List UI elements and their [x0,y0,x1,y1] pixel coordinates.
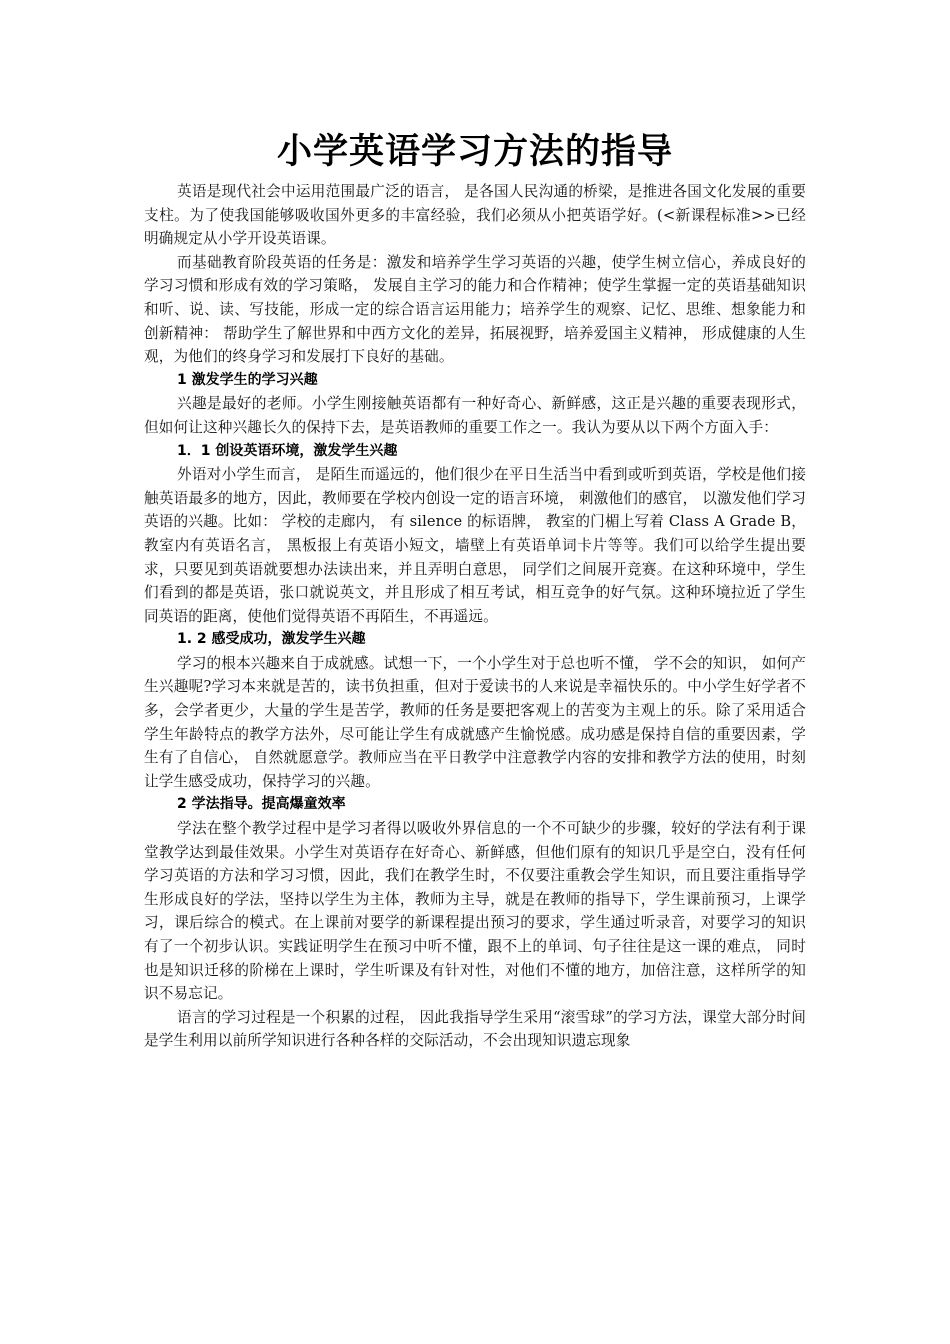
paragraph-study-methods: 学法在整个教学过程中是学习者得以吸收外界信息的一个不可缺少的步骤，较好的学法有利于课堂教学达到最佳效果。小学生对英语存在好奇心、新鲜感，但他们原有的知识几乎是空白，没有任何学习英语的方法和学习习惯，因此，我们在教学生时，不仅要注重教会学生知识，而且要注重指导学生形成良好的学法，坚持以学生为主体，教师为主导，就是在教师的指导下，学生课前预习，上课学习，课后综合的模式。在上课前对要学的新课程提出预习的要求，学生通过听录音，对要学习的知识有了一个初步认识。实践证明学生在预习中听不懂，跟不上的单词、句子往往是这一课的难点， 同时也是知识迁移的阶梯在上课时，学生听课及有针对性，对他们不懂的地方，加倍注意，这样所学的知识不易忘记。 [144,820,806,1003]
section-heading-1-1: 1．1 创设英语环境，激发学生兴趣 [177,442,398,459]
document-title: 小学英语学习方法的指导 [276,132,673,172]
paragraph-environment: 外语对小学生而言， 是陌生而遥远的，他们很少在平日生活当中看到或听到英语，学校是他们接触英语最多的地方，因此，教师要在学校内创设一定的语言环境， 刺激他们的感官， 以激发他们学习英语的兴趣。比如： 学校的走廊内， 有 silence 的标语牌， 教室的门楣上写着 Class A Grade B，教室内有英语名言， 黑板报上有英语小短文，墙壁上有英语单词卡片等等。我们可以给学生提出要求，只要见到英语就要想办法读出来，并且弄明白意思， 同学们之间展开竞赛。在这种环境中，学生们看到的都是英语，张口就说英文，并且形成了相互考试，相互竞争的好气氛。这种环境拉近了学生同英语的距离，使他们觉得英语不再陌生，不再遥远。 [144,466,806,625]
section-heading-2: 2 学法指导。提高爆童效率 [177,796,346,813]
paragraph-intro: 英语是现代社会中运用范围最广泛的语言， 是各国人民沟通的桥梁，是推进各国文化发展的重要支柱。为了使我国能够吸收国外更多的丰富经验，我们必须从小把英语学好。(<新课程标准>>已经明确规定从小学开设英语课。 [144,183,806,248]
paragraph-success: 学习的根本兴趣来自于成就感。试想一下，一个小学生对于总也听不懂， 学不会的知识， 如何产生兴趣呢?学习本来就是苦的，读书负担重，但对于爱读书的人来说是幸福快乐的。中小学生好学者不多，会学者更少，大量的学生是苦学，教师的任务是要把客观上的苦变为主观上的乐。除了采用适合学生年龄特点的教学方法外，尽可能让学生有成就感产生愉悦感。成功感是保持自信的重要因素，学生有了自信心， 自然就愿意学。教师应当在平日教学中注意教学内容的安排和教学方法的使用，时刻让学生感受成功，保持学习的兴趣。 [144,654,806,790]
section-heading-1-2: 1. 2 感受成功，激发学生兴趣 [177,631,366,648]
section-heading-1: 1 激发学生的学习兴趣 [177,371,318,388]
paragraph-basic-education: 而基础教育阶段英语的任务是：激发和培养学生学习英语的兴趣，使学生树立信心，养成良好的学习习惯和形成有效的学习策略， 发展自主学习的能力和合作精神；使学生掌握一定的英语基础知识和听、说、读、写技能，形成一定的综合语言运用能力；培养学生的观察、记忆、思维、想象能力和创新精神： 帮助学生了解世界和中西方文化的差异，拓展视野，培养爱国主义精神， 形成健康的人生观，为他们的终身学习和发展打下良好的基础。 [144,253,806,366]
document-page [144,128,806,1053]
paragraph-interest: 兴趣是最好的老师。小学生刚接触英语都有一种好奇心、新鲜感，这正是兴趣的重要表现形式，但如何让这种兴趣长久的保持下去，是英语教师的重要工作之一。我认为要从以下两个方面入手： [144,395,806,436]
paragraph-snowball: 语言的学习过程是一个积累的过程， 因此我指导学生采用“滚雪球”的学习方法，课堂大部分时间是学生利用以前所学知识进行各种各样的交际活动，不会出现知识遗忘现象 [144,1008,806,1050]
